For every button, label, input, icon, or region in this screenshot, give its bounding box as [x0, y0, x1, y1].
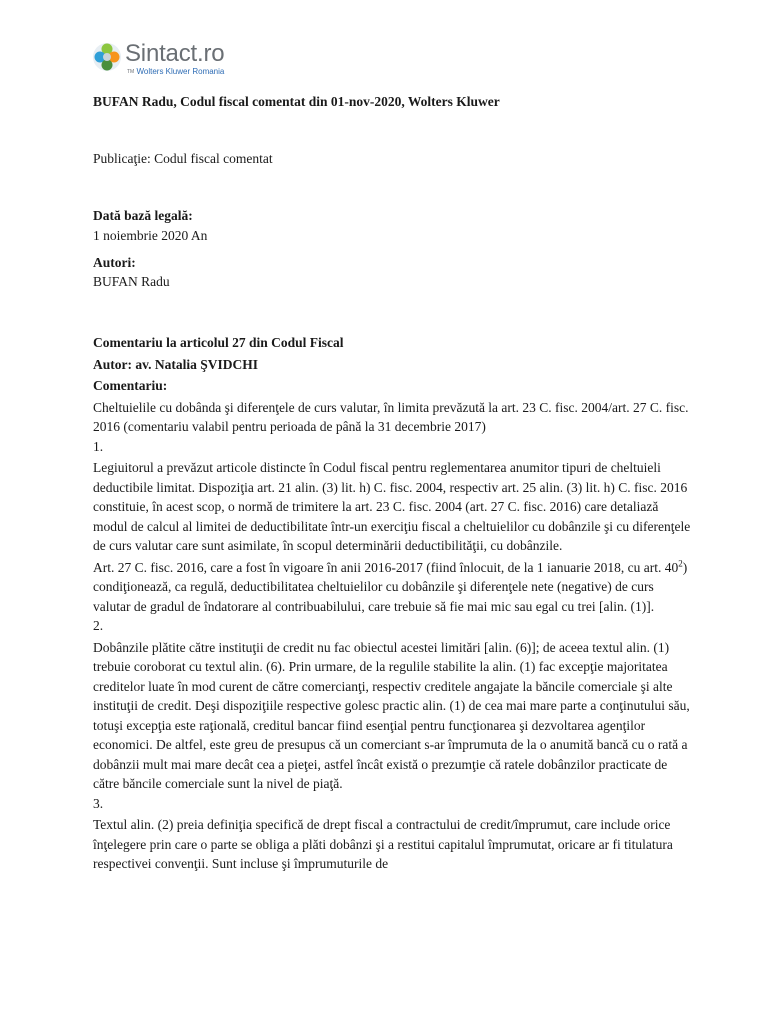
article-author: Autor: av. Natalia ŞVIDCHI: [93, 356, 259, 372]
legal-date-label: Dată bază legală:: [93, 208, 193, 223]
document-title: BUFAN Radu, Codul fiscal comentat din 01-nov-2020, Wolters Kluwer: [93, 94, 500, 109]
logo-subtitle-text: Wolters Kluwer Romania: [136, 67, 225, 76]
sintact-logo: [92, 42, 224, 77]
section-number-3: 3.: [93, 795, 104, 811]
paragraph-4: Textul alin. (2) preia definiţia specifică de drept fiscal a contractului de credit/împrumut, care include orice înţelegere prin care o parte se obliga a plăti dobânzi şi a restitui capitalul împrumutat, oricare ar fi titulatura respectivei convenţii. Sunt incluse şi împrumuturile de: [93, 817, 673, 871]
intro-paragraph: Cheltuielile cu dobânda şi diferenţele de curs valutar, în limita prevăzută la art. 23 C. fisc. 2004/art. 27 C. fisc. 2016 (comentariu valabil pentru perioada de până la 31 decembrie 2017): [93, 399, 689, 434]
paragraph-2-after: ) condiţionează, ca regulă, deductibilitatea cheltuielilor cu dobânzile şi diferenţele nete (negative) de curs valutar de gradul de îndatorare al contribuabilului, care trebuie să fie mai mic sau egal cu trei [alin. (1)].: [93, 559, 688, 614]
legal-date-value: 1 noiembrie 2020 An: [93, 228, 208, 243]
paragraph-2-superscript: 2: [678, 558, 683, 568]
logo-subtitle: [127, 67, 224, 77]
authors-value: BUFAN Radu: [93, 274, 170, 289]
section-number-1: 1.: [93, 438, 104, 454]
paragraph-2: [93, 558, 693, 617]
paragraph-2-before: Art. 27 C. fisc. 2016, care a fost în vigoare în anii 2016-2017 (fiind înlocuit, de la 1 ianuarie 2018, cu art. 40: [93, 559, 679, 575]
logo-tm: TM: [127, 69, 135, 75]
authors-label: Autori:: [93, 255, 136, 270]
publication-line: Publicaţie: Codul fiscal comentat: [93, 151, 273, 166]
comment-label: Comentariu:: [93, 378, 168, 393]
article-body: [93, 333, 693, 874]
paragraph-3: Dobânzile plătite către instituţii de credit nu fac obiectul acestei limitări [alin. (6)]; de aceea textul alin. (1) trebuie coroborat cu textul alin. (6). Prin urmare, de la regulile stabilite la alin. (1) fac excepţie majoritatea creditelor luate în mod curent de către comercianţi, respectiv creditele angajate la băncile comerciale şi alte instituţii de credit. Deşi dispoziţiile respective golesc practic alin. (1) de cea mai mare parte a conţinutului său, totuşi excepţia este raţională, creditul bancar fiind esenţial pentru funcţionarea şi dezvoltarea agenţilor economici. De altfel, este greu de presupus că un comerciant s-ar împrumuta de la o anumită bancă cu o rată a dobânzii mult mai mare decât cea a pieţei, astfel încât există o prezumţie că ratele dobânzilor practicate de către băncile comerciale sunt la nivel de piaţă.: [93, 639, 690, 791]
sintact-globe-icon: [92, 42, 122, 72]
logo-name: Sintact.ro: [125, 40, 225, 67]
paragraph-1: Legiuitorul a prevăzut articole distincte în Codul fiscal pentru reglementarea anumitor tipuri de cheltuieli deductibile limitat. Dispoziţia art. 21 alin. (3) lit. h) C. fisc. 2004, respectiv art. 25 alin. (3) lit. h) C. fisc. 2016 constituie, în acest scop, o normă de trimitere la art. 23 C. fisc. 2004 (art. 27 C. fisc. 2016) care detaliază modul de calcul al limitei de deductibilitate într-un exerciţiu fiscal a cheltuielilor cu dobânzile şi cu diferenţele de curs valutar care sunt asimilate, în scopul determinării deductibilităţii, cu dobânzile.: [93, 460, 691, 553]
article-heading: Comentariu la articolul 27 din Codul Fiscal: [93, 335, 344, 350]
section-number-2: 2.: [93, 618, 104, 633]
